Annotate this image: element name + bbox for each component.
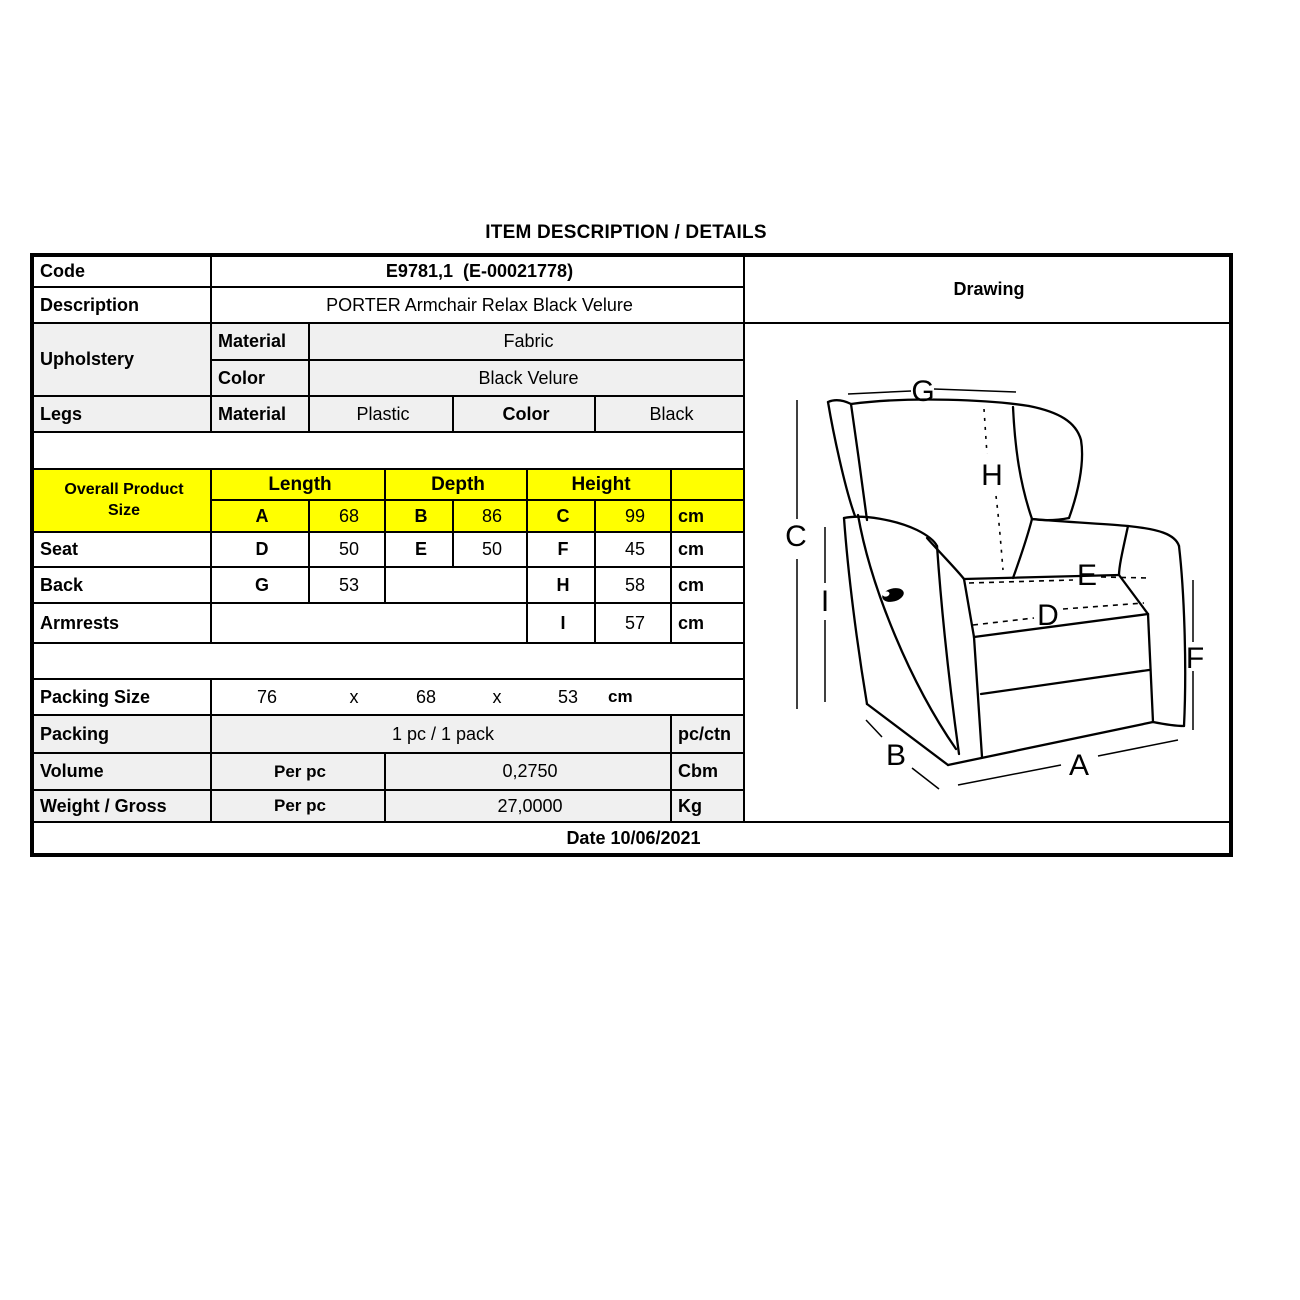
back-depth-empty-cell xyxy=(385,567,527,603)
overall-depth-value: 86 xyxy=(453,500,527,532)
dim-b-line-upper xyxy=(866,720,882,737)
spacer-row xyxy=(32,432,744,469)
dim-label-d: D xyxy=(1037,599,1059,632)
front-right-edge-line xyxy=(1148,614,1153,722)
back-post-top-line xyxy=(828,400,851,404)
packing-size-unit: cm xyxy=(608,687,633,707)
left-arm-top-line xyxy=(844,517,937,546)
weight-label: Weight / Gross xyxy=(32,790,211,822)
upholstery-color-value: Black Velure xyxy=(309,360,744,396)
dim-g-line-right xyxy=(934,389,1016,392)
left-panel-inner-line xyxy=(858,515,956,749)
packing-unit: pc/ctn xyxy=(671,715,744,753)
legs-label: Legs xyxy=(32,396,211,432)
dim-b-line-lower xyxy=(912,768,939,789)
dim-label-g: G xyxy=(911,375,935,408)
armrests-label: Armrests xyxy=(32,603,211,643)
back-top-line xyxy=(851,400,1029,406)
depth-header: Depth xyxy=(385,469,527,500)
legs-material-value: Plastic xyxy=(309,396,453,432)
dim-d-dash-left xyxy=(973,618,1034,625)
back-height-value: 58 xyxy=(595,567,671,603)
armrests-unit: cm xyxy=(671,603,744,643)
right-arm-inner-line xyxy=(1119,526,1128,575)
length-header: Length xyxy=(211,469,385,500)
front-left-edge-line xyxy=(974,637,982,757)
volume-label: Volume xyxy=(32,753,211,790)
seat-height-value: 45 xyxy=(595,532,671,567)
overall-length-letter: A xyxy=(211,500,309,532)
packing-size-values xyxy=(218,687,741,708)
volume-basis: Per pc xyxy=(211,753,385,790)
left-armrest-inner-line xyxy=(927,538,964,579)
packing-value: 1 pc / 1 pack xyxy=(211,715,671,753)
dim-label-b: B xyxy=(885,739,907,772)
code-value: E9781,1 (E-00021778) xyxy=(211,255,744,287)
right-arm-top-line xyxy=(1032,519,1179,546)
overall-height-letter: C xyxy=(527,500,595,532)
seat-depth-letter: E xyxy=(385,532,453,567)
back-unit: cm xyxy=(671,567,744,603)
legs-material-label: Material xyxy=(211,396,309,432)
packing-size-label: Packing Size xyxy=(32,679,211,715)
upholstery-label: Upholstery xyxy=(32,323,211,396)
packing-dim3: 53 xyxy=(557,686,579,707)
seat-unit: cm xyxy=(671,532,744,567)
drawing-header: Drawing xyxy=(744,255,1231,323)
back-post-outer-line xyxy=(828,402,855,516)
packing-dim2: 68 xyxy=(415,686,437,707)
back-label: Back xyxy=(32,567,211,603)
dim-label-h: H xyxy=(981,459,1003,492)
overall-height-value: 99 xyxy=(595,500,671,532)
overall-unit: cm xyxy=(671,500,744,532)
upholstery-color-label: Color xyxy=(211,360,309,396)
dim-h-dash-top xyxy=(984,409,987,454)
back-length-value: 53 xyxy=(309,567,385,603)
dim-label-a: A xyxy=(1068,749,1090,782)
dim-e-dash-right xyxy=(1101,577,1149,578)
overall-length-value: 68 xyxy=(309,500,385,532)
armchair-outline xyxy=(828,400,1185,765)
dim-label-f: F xyxy=(1185,642,1205,675)
back-length-letter: G xyxy=(211,567,309,603)
packing-x1: x xyxy=(349,686,359,707)
seat-front-top-line xyxy=(974,614,1148,637)
right-side-edge-line xyxy=(1179,546,1185,726)
dim-e-dash-left xyxy=(969,580,1073,583)
description-label: Description xyxy=(32,287,211,323)
spacer-row xyxy=(32,643,744,679)
overall-depth-letter: B xyxy=(385,500,453,532)
legs-color-value: Black xyxy=(595,396,744,432)
back-right-edge-line xyxy=(1013,519,1032,578)
front-bottom-line xyxy=(948,722,1153,765)
seat-depth-value: 50 xyxy=(453,532,527,567)
seat-height-letter: F xyxy=(527,532,595,567)
seat-length-letter: D xyxy=(211,532,309,567)
height-header: Height xyxy=(527,469,671,500)
packing-label: Packing xyxy=(32,715,211,753)
right-bottom-corner-line xyxy=(1153,722,1184,726)
dim-h-dash-bottom xyxy=(996,496,1003,570)
back-height-letter: H xyxy=(527,567,595,603)
back-post-inner-line xyxy=(851,404,867,520)
drawing-cell xyxy=(744,323,1231,822)
upholstery-material-label: Material xyxy=(211,323,309,360)
armrests-height-letter: I xyxy=(527,603,595,643)
overall-size-label: Overall Product Size xyxy=(64,480,184,519)
dim-label-c: C xyxy=(785,520,807,553)
seat-length-value: 50 xyxy=(309,532,385,567)
right-wing-outer-line xyxy=(1029,406,1082,518)
packing-x2: x xyxy=(492,686,502,707)
seat-band-left-line xyxy=(964,579,974,637)
armrests-empty-cell xyxy=(211,603,527,643)
dim-g-line-left xyxy=(848,391,911,394)
weight-unit: Kg xyxy=(671,790,744,822)
date-row: Date 10/06/2021 xyxy=(32,822,1231,855)
front-seam-line xyxy=(981,670,1149,694)
dim-label-e: E xyxy=(1076,559,1098,592)
description-value: PORTER Armchair Relax Black Velure xyxy=(211,287,744,323)
packing-size-values-cell xyxy=(211,679,744,715)
seat-band-right-line xyxy=(1119,575,1148,614)
dim-a-line-left xyxy=(958,765,1061,785)
dim-a-line-right xyxy=(1098,740,1178,756)
armrests-height-value: 57 xyxy=(595,603,671,643)
weight-basis: Per pc xyxy=(211,790,385,822)
page-title: ITEM DESCRIPTION / DETAILS xyxy=(485,222,767,243)
dim-d-dash-right xyxy=(1063,603,1144,609)
spec-table xyxy=(30,253,1233,857)
armchair-drawing xyxy=(751,324,1227,821)
right-wing-inner-line xyxy=(1013,407,1032,519)
seat-label: Seat xyxy=(32,532,211,567)
volume-unit: Cbm xyxy=(671,753,744,790)
packing-dim1: 76 xyxy=(256,686,278,707)
dim-label-i: I xyxy=(820,585,830,618)
code-label: Code xyxy=(32,255,211,287)
legs-color-label: Color xyxy=(453,396,595,432)
header-unit-empty-cell xyxy=(671,469,744,500)
volume-value: 0,2750 xyxy=(385,753,671,790)
weight-value: 27,0000 xyxy=(385,790,671,822)
upholstery-material-value: Fabric xyxy=(309,323,744,360)
overall-size-label-cell xyxy=(32,469,211,532)
